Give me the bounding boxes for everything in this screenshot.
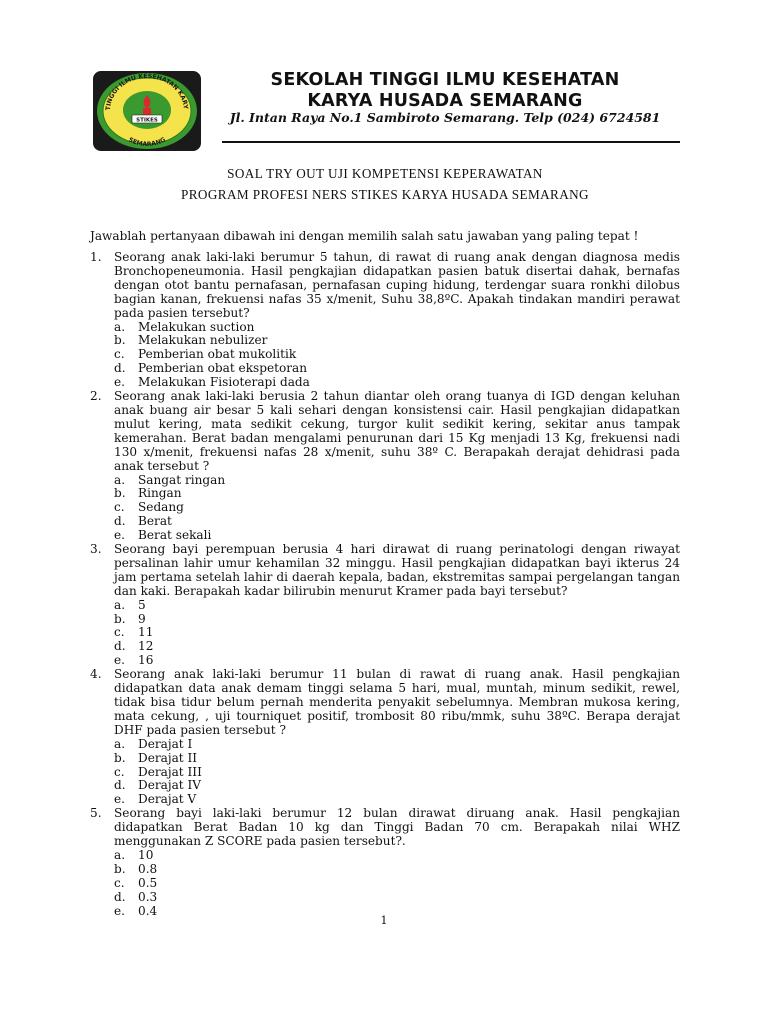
answer-option-text: Sedang: [138, 500, 184, 515]
answer-option-letter: b.: [114, 486, 126, 501]
answer-option: [114, 487, 680, 501]
answer-option-text: Derajat V: [138, 792, 197, 807]
question-body: [114, 251, 680, 390]
answer-option-letter: d.: [114, 514, 126, 529]
answer-option-letter: e.: [114, 375, 126, 390]
answer-option-text: 0.8: [138, 861, 158, 876]
header-divider: [222, 141, 680, 143]
answer-option-letter: b.: [114, 611, 126, 626]
answer-option-letter: d.: [114, 639, 126, 654]
answer-option: [114, 849, 680, 863]
answer-option-text: Derajat III: [138, 764, 202, 779]
page-number: 1: [380, 914, 388, 927]
question-number: 1.: [90, 250, 102, 264]
school-logo: [92, 70, 202, 152]
answer-option: [114, 863, 680, 877]
question-number: 3.: [90, 542, 102, 557]
answer-option-text: Sangat ringan: [138, 472, 226, 487]
answer-option-letter: a.: [114, 597, 126, 612]
answer-option-text: Berat sekali: [138, 528, 212, 543]
answer-option-letter: b.: [114, 861, 126, 876]
answer-option: [114, 501, 680, 515]
answer-option-letter: d.: [114, 889, 126, 904]
document-title: [90, 163, 680, 205]
answer-option-text: Berat: [138, 514, 172, 529]
answer-option-letter: a.: [114, 736, 126, 751]
question-body: [114, 390, 680, 543]
answer-option-text: 0.4: [138, 903, 158, 918]
answer-option-text: Melakukan Fisioterapi dada: [138, 375, 310, 390]
school-logo-emblem: [92, 70, 202, 152]
logo-ring-bottom-text: SEMARANG: [127, 136, 167, 149]
answer-option-text: 0.3: [138, 889, 158, 904]
logo-badge-text: STIKES: [136, 117, 158, 124]
answer-option-letter: b.: [114, 750, 126, 765]
answer-option: [114, 738, 680, 752]
answer-option: [114, 793, 680, 807]
question-stem: Seorang anak laki-laki berusia 2 tahun diantar oleh orang tuanya di IGD dengan keluhan anak buang air besar 5 kali sehari dengan konsistensi cair. Hasil pengkajian didapatkan mulut kering, mata sedikit cekung, turgor kulit sedikit kering, sekitar anus tampak kemerahan. Berat badan mengalami penurunan dari 15 Kg menjadi 13 Kg, frekuensi nadi 130 x/menit, frekuensi nafas 28 x/menit, suhu 38º C. Berapakah derajat dehidrasi pada anak tersebut ?: [114, 389, 680, 473]
answer-option: [114, 599, 680, 613]
answer-option-letter: a.: [114, 319, 126, 334]
answer-option: [114, 766, 680, 780]
question-number: 2.: [90, 389, 102, 404]
answer-option-text: 5: [138, 597, 146, 612]
answer-option: [114, 515, 680, 529]
answer-option: [114, 779, 680, 793]
answer-option: [114, 626, 680, 640]
answer-option-letter: e.: [114, 792, 126, 807]
question-body: [114, 668, 680, 807]
question-list: [90, 251, 680, 919]
answer-option-text: 12: [138, 639, 154, 654]
answer-option: [114, 640, 680, 654]
answer-option: [114, 348, 680, 362]
answer-option: [114, 891, 680, 905]
answer-option-text: 11: [138, 625, 154, 640]
instructions: Jawablah pertanyaan dibawah ini dengan memilih salah satu jawaban yang paling tepat !: [90, 229, 639, 243]
answer-option-letter: c.: [114, 764, 125, 779]
logo-ring-top-text: TINGGI ILMU KESEHATAN KARY: [104, 72, 189, 111]
school-name-line2: KARYA HUSADA SEMARANG: [307, 91, 583, 111]
answer-option-letter: e.: [114, 653, 126, 668]
answer-option-letter: e.: [114, 528, 126, 543]
question-stem: Seorang anak laki-laki berumur 5 tahun, di rawat di ruang anak dengan diagnosa medis Bronchopeneumonia. Hasil pengkajian didapatkan pasien batuk disertai dahak, bernafas dengan otot bantu pernafasan, pernafasan cuping hidung, terdengar suara ronkhi dilobus bagian kanan, frekuensi nafas 35 x/menit, Suhu 38,8ºC. Apakah tindakan mandiri perawat pada pasien tersebut?: [114, 250, 680, 320]
question-item: [90, 543, 680, 668]
answer-option-letter: c.: [114, 625, 125, 640]
answer-option-letter: a.: [114, 847, 126, 862]
school-name-line1: SEKOLAH TINGGI ILMU KESEHATAN: [270, 70, 620, 90]
question-stem: Seorang anak laki-laki berumur 11 bulan di rawat di ruang anak. Hasil pengkajian didapatkan data anak demam tinggi selama 5 hari, mual, muntah, minum sedikit, rewel, tidak bisa tidur belum pernah menderita penyakit sebelumnya. Membran mukosa kering, mata cekung, , uji tourniquet positif, trombosit 80 ribu/mmk, suhu 38ºC. Berapa derajat DHF pada pasien tersebut ?: [114, 667, 680, 737]
question-stem: Seorang bayi laki-laki berumur 12 bulan dirawat diruang anak. Hasil pengkajian didapatkan Berat Badan 10 kg dan Tinggi Badan 70 cm. Berapakah nilai WHZ menggunakan Z SCORE pada pasien tersebut?.: [114, 806, 680, 849]
question-item: [90, 251, 680, 390]
question-item: [90, 668, 680, 807]
question-number: 5.: [90, 806, 102, 821]
answer-option-text: Melakukan suction: [138, 319, 255, 334]
answer-option: [114, 613, 680, 627]
document-title-line1: SOAL TRY OUT UJI KOMPETENSI KEPERAWATAN: [227, 166, 543, 181]
answer-option: [114, 529, 680, 543]
answer-option-letter: d.: [114, 778, 126, 793]
answer-option: [114, 362, 680, 376]
answer-option-text: 9: [138, 611, 146, 626]
question-body: [114, 543, 680, 668]
answer-option-text: Pemberian obat ekspetoran: [138, 361, 308, 376]
answer-option-letter: a.: [114, 472, 126, 487]
question-number: 4.: [90, 667, 102, 682]
answer-option-letter: c.: [114, 347, 125, 362]
document-title-line2: PROGRAM PROFESI NERS STIKES KARYA HUSADA SEMARANG: [181, 187, 589, 202]
answer-option: [114, 474, 680, 488]
question-item: [90, 390, 680, 543]
answer-option: [114, 321, 680, 335]
answer-option-text: 16: [138, 653, 154, 668]
answer-option: [114, 654, 680, 668]
answer-option-text: Derajat IV: [138, 778, 202, 793]
school-name: [222, 70, 668, 112]
answer-option-letter: c.: [114, 875, 125, 890]
answer-option-text: 0.5: [138, 875, 158, 890]
answer-option: [114, 376, 680, 390]
answer-option-letter: c.: [114, 500, 125, 515]
answer-option-text: Pemberian obat mukolitik: [138, 347, 297, 362]
answer-option-letter: e.: [114, 903, 126, 918]
answer-option-text: 10: [138, 847, 154, 862]
question-stem: Seorang bayi perempuan berusia 4 hari dirawat di ruang perinatologi dengan riwayat persalinan lahir umur kehamilan 32 minggu. Hasil pengkajian didapatkan bayi ikterus 24 jam pertama setelah lahir di daerah kepala, badan, ekstremitas sampai pergelangan tangan dan kaki. Berapakah kadar bilirubin menurut Kramer pada bayi tersebut?: [114, 542, 680, 598]
answer-option: [114, 334, 680, 348]
answer-option-text: Derajat I: [138, 736, 193, 751]
question-body: [114, 807, 680, 918]
school-address: Jl. Intan Raya No.1 Sambiroto Semarang. Telp (024) 6724581: [229, 110, 661, 125]
answer-option-text: Melakukan nebulizer: [138, 333, 268, 348]
answer-option: [114, 877, 680, 891]
answer-option-letter: d.: [114, 361, 126, 376]
answer-option-text: Derajat II: [138, 750, 198, 765]
question-item: [90, 807, 680, 918]
answer-option-letter: b.: [114, 333, 126, 348]
answer-option-text: Ringan: [138, 486, 182, 501]
answer-option: [114, 752, 680, 766]
